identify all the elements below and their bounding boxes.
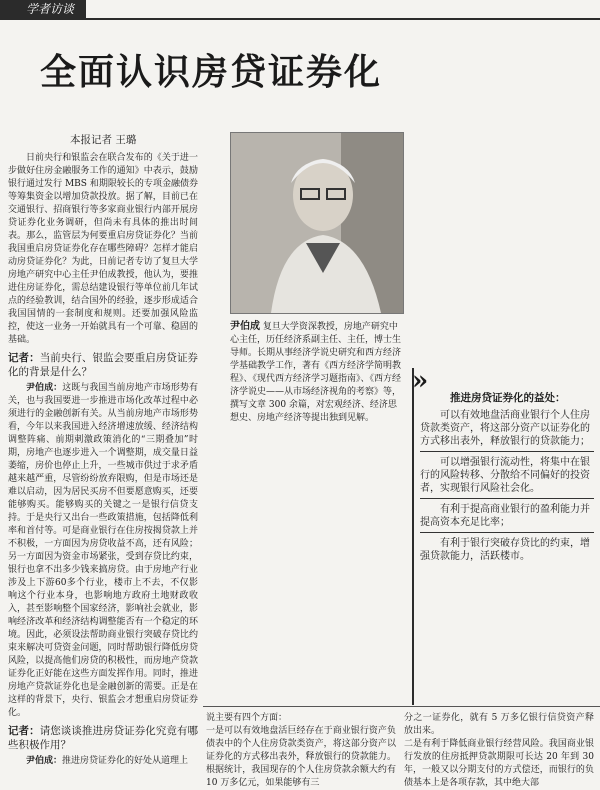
top-rule bbox=[0, 18, 600, 20]
byline: 本报记者 王璐 bbox=[70, 134, 137, 146]
benefits-sidebar bbox=[412, 368, 594, 705]
section-tag: 学者访谈 bbox=[0, 0, 86, 18]
question-1-text: 当前央行、银监会要重启房贷证券化的背景是什么？ bbox=[8, 352, 199, 378]
bottom-divider bbox=[203, 706, 600, 707]
article-right-bottom: 分之一证券化，就有 5 万多亿银行信贷资产释放出来。 二是有利于降低商业银行经营风险。我国商业银行发放的住房抵押贷款期限可长达 20 年到 30 年，一般又以分期支付的方式偿还，而银行的负债基本上是各项存款，其中绝大部 bbox=[404, 713, 594, 788]
bio-name: 尹伯成 bbox=[230, 321, 260, 332]
question-2-label: 记者： bbox=[8, 725, 40, 737]
question-2 bbox=[8, 724, 198, 752]
article-left-column bbox=[8, 152, 198, 770]
double-chevron-icon: » bbox=[412, 366, 423, 396]
question-1 bbox=[8, 351, 198, 379]
answer-2 bbox=[8, 755, 198, 768]
sidebar-item: 有利于银行突破存贷比的约束，增强贷款能力，活跃楼市。 bbox=[420, 538, 590, 562]
sidebar-item: 有利于提高商业银行的盈利能力并提高资本充足比率； bbox=[420, 503, 594, 533]
question-1-label: 记者： bbox=[8, 352, 40, 364]
answer-2-text: 推进房贷证券化的好处从道理上 bbox=[62, 756, 189, 766]
portrait-illustration bbox=[231, 133, 403, 313]
sidebar-title: 推进房贷证券化的益处： bbox=[450, 392, 566, 404]
question-2-text: 请您谈谈推进房贷证券化究竟有哪些积极作用？ bbox=[8, 725, 199, 751]
sidebar-item: 可以有效地盘活商业银行个人住房贷款类资产，将这部分资产以证券化的方式移出表外，释放银行的贷款能力； bbox=[420, 409, 594, 452]
article-middle-bottom: 说主要有四个方面： 一是可以有效地盘活巨经存在于商业银行资产负债表中的个人住房贷款类资产，将这部分资产以证券化的方式移出表外，释放银行的贷款能力。根据统计，我国现存的个人住房贷款余额大约有 10 万多亿元，如果能够有三 bbox=[206, 713, 396, 788]
page-title: 全面认识房贷证券化 bbox=[40, 52, 383, 93]
answer-1 bbox=[8, 382, 198, 720]
sidebar-item: 可以增强银行流动性，将集中在银行的风险转移、分散给不同偏好的投资者，实现银行风险社会化。 bbox=[420, 456, 594, 499]
author-bio bbox=[230, 320, 405, 425]
answer-2-label: 尹伯成： bbox=[26, 756, 63, 766]
answer-1-label: 尹伯成： bbox=[26, 383, 63, 393]
answer-1-text: 这既与我国当前房地产市场形势有关，也与我国要进一步推进市场化改革过程中必须进行的金融创新有关。从当前房地产市场形势看，今年以来我国进入经济增速放缓、经济结构调整阵痛、前期刺激政策消化的“三期叠加”时期，房地产也逐步进入一个调整期，成交量日益萎缩，房价也停止上升，一些城市供过于求矛盾越来越严重，尽管纷纷放弃限购，但是市场还是难以启动，因为居民买房不但要愿意购买，还要能够购买。能够购买的关键之一是银行信贷支持。于是央行又出台一些政策措施，包括降低利率和首付等。可是商业银行在住房按揭贷款上并不积极，一方面因为房贷收益不高，还有风险；另一方面因为资金市场紧张，受到存贷比约束，银行也拿不出多少钱来搞房贷。由于房地产行业涉及上下游60多个行业，楼市上不去，不仅影响这个行业本身，也影响地方政府土地财政收入，甚至影响整个国家经济，影响社会就业，影响经济改革和经济结构调整能否有一个稳定的环境。因此，必须设法帮助商业银行突破存贷比约束来解决可贷资金问题，同时帮助银行降低房贷风险，以提高他们房贷的积极性，而房地产贷款证券化正好能在这些方面发挥作用。同时，推进房地产贷款证券化也是金融创新的需要。正是在这样的背景下，央行、银监会才想重启房贷证券化。 bbox=[8, 383, 198, 718]
lead-paragraph: 日前央行和银监会在联合发布的《关于进一步做好住房金融服务工作的通知》中表示，鼓励银行通过发行 MBS 和期限较长的专项金融债券等筹集资金以增加贷款投放。据了解，目前已在交通银行、招商银行等多家商业银行内部开展房贷证券化业务调研，但尚未有具体的推出时间表。那么，监管层为何要重启房贷证券化？当前我国重启房贷证券化存在哪些障碍？怎样才能启动房贷证券化？为此，日前记者专访了复旦大学房地产研究中心主任尹伯成教授，他认为，要推进住房证券化，需总结建设银行等单位前几年试点的经验教训，结合国外的经验，逐步形成适合我国国情的一套制度和规则。还要加强风险监控，使这一业务一开始就具有一个可靠、稳固的基础。 bbox=[8, 153, 198, 345]
portrait-photo bbox=[230, 132, 404, 314]
bio-text: 复旦大学资深教授，房地产研究中心主任，历任经济系副主任、主任，博士生导师。长期从事经济学说史研究和西方经济学基础教学工作，著有《西方经济学简明教程》、《现代西方经济学习题指南》、《西方经济学说史——从市场经济视角的考察》等，撰写文章 300 余篇，对宏观经济、经济思想史、房地产经济等提出独到见解。 bbox=[230, 322, 402, 423]
